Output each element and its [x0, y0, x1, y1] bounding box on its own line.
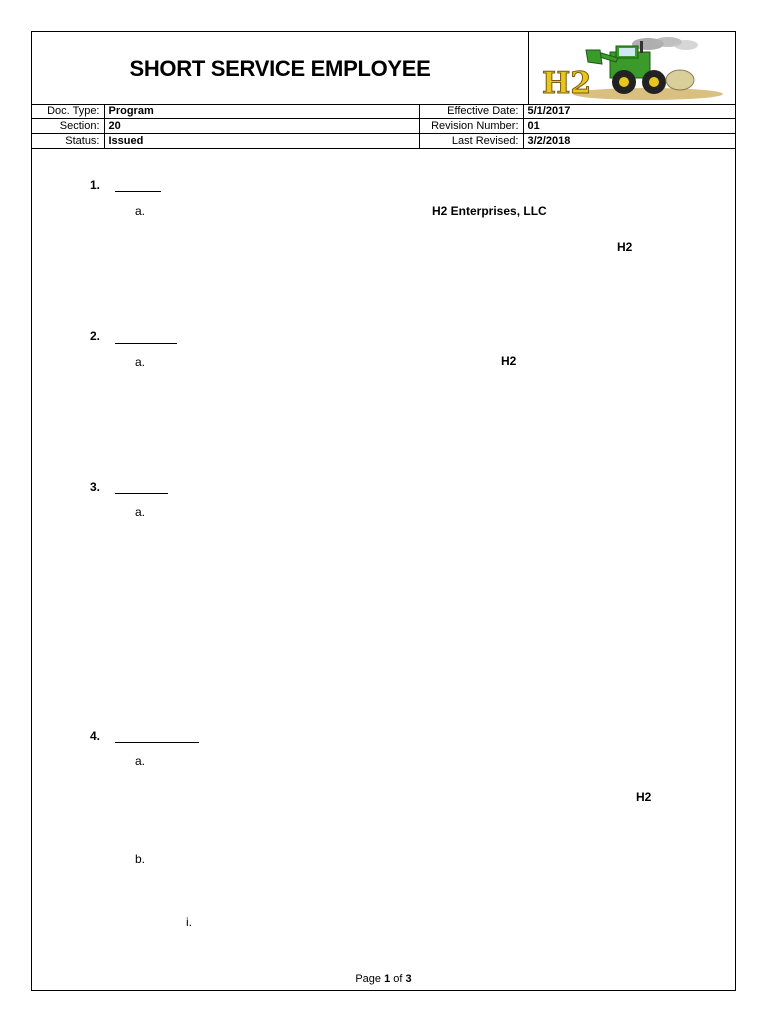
status-label: Status:: [32, 134, 104, 149]
logo-cell: [528, 32, 735, 105]
item-2-heading-blank: [115, 343, 177, 344]
meta-row: [32, 119, 735, 134]
meta-row: [32, 134, 735, 149]
item-4-heading-blank: [115, 742, 199, 743]
last-revised-value: 3/2/2018: [523, 134, 735, 149]
meta-row: [32, 104, 735, 119]
item-2-sub-a: a.: [135, 355, 146, 369]
doc-type-label: Doc. Type:: [32, 104, 104, 119]
section-label: Section:: [32, 119, 104, 134]
page-label: Page: [355, 973, 382, 985]
item-1-h2-text: H2: [617, 240, 633, 254]
document-page: [31, 31, 736, 991]
item-3-number: 3.: [90, 480, 101, 494]
item-4-sub-a: a.: [135, 754, 146, 768]
company-name-text: H2 Enterprises, LLC: [432, 204, 547, 218]
status-value: Issued: [104, 134, 419, 149]
document-header: [32, 32, 735, 153]
page-total: 3: [405, 973, 412, 985]
item-3-sub-a: a.: [135, 505, 146, 519]
company-logo: [528, 32, 735, 104]
title-cell: [32, 32, 529, 105]
item-2-number: 2.: [90, 329, 101, 343]
page-current: 1: [384, 973, 391, 985]
item-4-sub-b: b.: [135, 852, 146, 866]
document-metadata-table: [32, 104, 735, 149]
item-3-heading-blank: [115, 493, 168, 494]
effective-date-value: 5/1/2017: [523, 104, 735, 119]
revision-number-value: 01: [523, 119, 735, 134]
revision-number-label: Revision Number:: [419, 119, 523, 134]
page-footer: [32, 973, 735, 985]
item-1-number: 1.: [90, 178, 101, 192]
item-1-heading-blank: [115, 191, 161, 192]
svg-text:H2: H2: [542, 66, 592, 101]
section-value: 20: [104, 119, 419, 134]
item-2-h2-text: H2: [501, 354, 517, 368]
item-4-number: 4.: [90, 729, 101, 743]
item-4-h2-text: H2: [636, 790, 652, 804]
of-label: of: [393, 973, 403, 985]
item-4-sub-i: i.: [186, 915, 192, 929]
effective-date-label: Effective Date:: [419, 104, 523, 119]
doc-type-value: Program: [104, 104, 419, 119]
document-title: SHORT SERVICE EMPLOYEE: [129, 56, 431, 81]
item-1-sub-a: a.: [135, 204, 146, 218]
last-revised-label: Last Revised:: [419, 134, 523, 149]
